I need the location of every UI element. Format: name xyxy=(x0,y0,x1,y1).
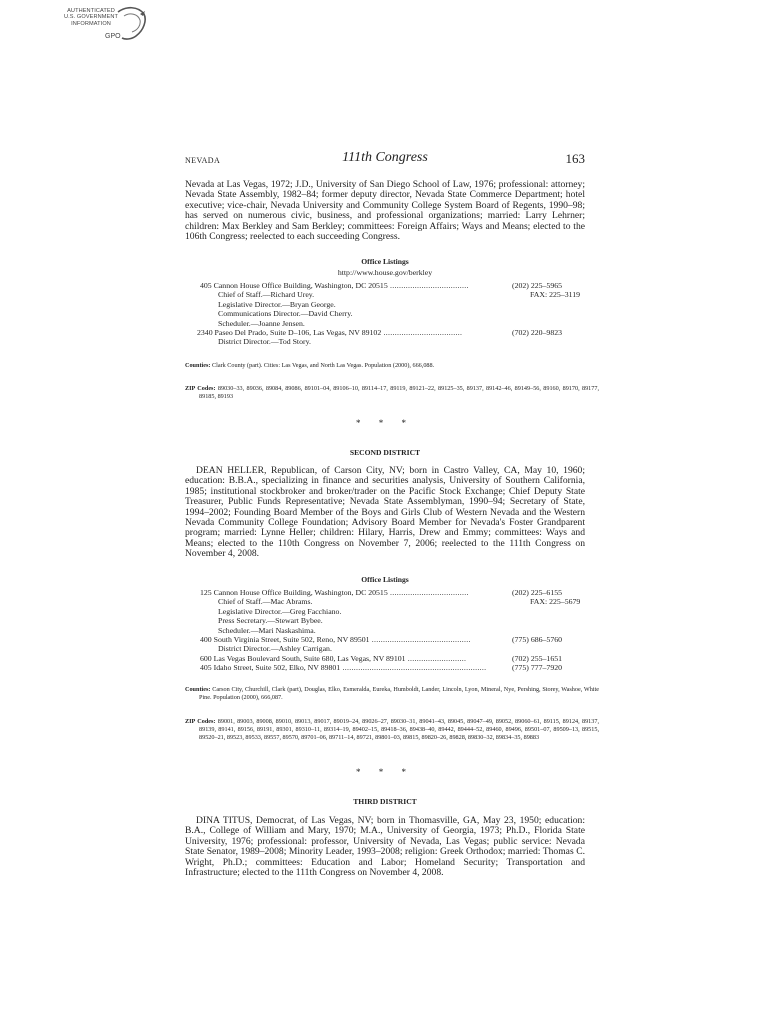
staff-entry: Communications Director.—David Cherry. xyxy=(218,309,353,319)
office-address-row xyxy=(200,281,585,290)
office-staff-row xyxy=(200,337,585,346)
zip-codes-block xyxy=(185,718,599,743)
office-staff-row xyxy=(200,644,585,653)
zip-text: 89001, 89003, 89008, 89010, 89013, 89017, 89019–24, 89026–27, 89030–31, 89041–43, 89045, 89047–49, 89052, 89060–61, 89115, 89124, 89137, 89139, 89141, 89156, 89191, 89301, 89310–11, 89314–19, 89402–15, 89418–36, 89438–40, 89442, 89444–52, 89460, 89496, 89501–07, 89509–13, 89515, 89520–21, 89523, 89533, 89557, 89570, 89701–06, 89711–14, 89721, 89801–03, 89815, 89820–26, 89828, 89830–32, 89834–35, 89883 xyxy=(199,718,599,742)
office-listings-heading: Office Listings xyxy=(361,575,409,584)
staff-entry: Press Secretary.—Stewart Bybee. xyxy=(218,616,323,626)
section-separator: * * * xyxy=(356,767,414,777)
office-fax: FAX: 225–3119 xyxy=(530,290,581,300)
office-address-row xyxy=(200,663,585,672)
staff-entry: District Director.—Tod Story. xyxy=(218,337,311,347)
member-website-link[interactable]: http://www.house.gov/berkley xyxy=(337,268,433,277)
office-address-row xyxy=(200,588,585,597)
staff-entry: Legislative Director.—Greg Facchiano. xyxy=(218,606,342,616)
member-bio xyxy=(185,816,585,878)
office-staff-row xyxy=(200,626,585,635)
running-head-state: NEVADA xyxy=(185,156,221,165)
leader-dots: .......................... xyxy=(405,653,467,663)
zip-text: 89030–33, 89036, 89084, 89086, 89101–04, 89106–10, 89114–17, 89119, 89121–22, 89125–35, 89137, 89142–46, 89149–56, 89160, 89170, 89177, 89185, 89193 xyxy=(199,385,599,401)
seal-gpo: GPO xyxy=(105,33,121,40)
leader-dots: ................................................................ xyxy=(340,663,487,673)
eagle-icon xyxy=(114,6,148,46)
office-listings xyxy=(197,281,585,347)
staff-entry: Scheduler.—Mari Naskashima. xyxy=(218,625,316,635)
office-staff-row xyxy=(200,597,585,606)
office-address-row xyxy=(197,328,585,337)
office-address: 405 Idaho Street, Suite 502, Elko, NV 89801 xyxy=(200,663,341,673)
office-fax: FAX: 225–5679 xyxy=(530,597,581,607)
zip-label: ZIP Codes: xyxy=(185,718,216,725)
office-staff-row xyxy=(200,607,585,616)
counties-label: Counties: xyxy=(185,362,211,369)
leader-dots: ............................................ xyxy=(369,634,471,644)
office-phone: (702) 220–9823 xyxy=(512,327,563,337)
office-address: 2340 Paseo Del Prado, Suite D–106, Las Vegas, NV 89102 xyxy=(197,327,382,337)
zip-label: ZIP Codes: xyxy=(185,385,216,392)
gpo-authentication-seal xyxy=(58,6,158,50)
member-bio: Nevada at Las Vegas, 1972; J.D., University of San Diego School of Law, 1976; professional: attorney; Nevada State Assembly, 1982–84; former deputy director, Nevada State Commerce Department; hotel executive; vice-chair, Nevada University and Community College System Board of Regents, 1990–98; has served on numerous civic, business, and professional organizations; married: Larry Lehrner; children: Max Berkley and Sam Berkley; committees: Foreign Affairs; Ways and Means; elected to the 106th Congress; reelected to each succeeding Congress. xyxy=(185,179,585,243)
staff-entry: Chief of Staff.—Richard Urey. xyxy=(218,290,315,300)
leader-dots: ................................... xyxy=(387,281,469,290)
counties-label: Counties: xyxy=(185,686,211,693)
seal-line-2: U.S. GOVERNMENT xyxy=(63,14,119,21)
office-phone: (775) 686–5760 xyxy=(512,634,563,644)
district-heading: SECOND DISTRICT xyxy=(349,448,421,457)
office-address-row xyxy=(200,654,585,663)
office-address: 125 Cannon House Office Building, Washington, DC 20515 xyxy=(200,588,388,597)
leader-dots: ................................... xyxy=(387,588,469,597)
office-phone: (202) 225–5965 xyxy=(512,281,563,290)
office-phone: (775) 777–7920 xyxy=(512,663,563,673)
office-listings xyxy=(200,588,585,673)
office-staff-row xyxy=(200,319,585,328)
section-separator: * * * xyxy=(356,418,414,428)
counties-text: Carson City, Churchill, Clark (part), Douglas, Elko, Esmeralda, Eureka, Humboldt, Lander, Lincoln, Lyon, Mineral, Nye, Pershing, Storey, Washoe, White Pine. Population (2000), 666,087. xyxy=(199,686,599,702)
office-staff-row xyxy=(200,616,585,625)
staff-entry: Legislative Director.—Bryan George. xyxy=(218,299,336,309)
zip-codes-block xyxy=(185,385,599,401)
office-address: 405 Cannon House Office Building, Washington, DC 20515 xyxy=(200,281,388,290)
leader-dots: ................................... xyxy=(381,327,463,337)
member-bio-text: DEAN HELLER, Republican, of Carson City, NV; born in Castro Valley, CA, May 10, 1960; education: B.B.A., specializing in finance and securities analysis, University of Southern California, 1985; institutional stockbroker and broker/trader on the Pacific Stock Exchange; Chief Deputy State Treasurer, Public Funds Representative; Nevada State Assemblyman, 1990–94; Secretary of State, 1994–2002; Founding Board Member of the Boys and Girls Club of Western Nevada and the Western Nevada Community College Foundation; Advisory Board Member for Nevada's Foster Grandparent program; married: Lynne Heller; children: Hilary, Harris, Drew and Emmy; committees: Ways and Means; elected to the 110th Congress on November 7, 2006; reelected to the 111th Congress on November 4, 2008. xyxy=(185,465,585,560)
district-heading: THIRD DISTRICT xyxy=(353,797,417,806)
office-staff-row xyxy=(200,300,585,309)
running-head xyxy=(185,150,585,170)
member-bio-text: DINA TITUS, Democrat, of Las Vegas, NV; born in Thomasville, GA, May 23, 1950; education: B.A., College of William and Mary, 1970; M.A., University of Georgia, 1973; Ph.D., Florida State University, 1976; professional: professor, University of Nevada, Las Vegas; public service: Nevada State Senator, 1989–2008; Minority Leader, 1993–2008; religion: Greek Orthodox; married: Thomas C. Wright, Ph.D.; committees: Education and Labor; Homeland Security; Transportation and Infrastructure; elected to the 111th Congress on November 4, 2008. xyxy=(185,815,585,879)
office-phone: (202) 225–6155 xyxy=(512,588,563,597)
counties-line xyxy=(185,686,599,702)
office-staff-row xyxy=(200,309,585,318)
seal-line-3: INFORMATION xyxy=(71,20,111,27)
seal-line-1: AUTHENTICATED xyxy=(67,8,115,14)
office-address: 400 South Virginia Street, Suite 502, Reno, NV 89501 xyxy=(200,634,370,644)
office-address: 600 Las Vegas Boulevard South, Suite 680, Las Vegas, NV 89101 xyxy=(200,653,406,663)
counties-line xyxy=(185,362,599,370)
office-phone: (702) 255–1651 xyxy=(512,653,563,663)
office-address-row xyxy=(200,635,585,644)
staff-entry: District Director.—Ashley Carrigan. xyxy=(218,644,332,654)
page-number: 163 xyxy=(565,151,585,166)
office-listings-heading: Office Listings xyxy=(361,257,409,266)
running-head-title: 111th Congress xyxy=(342,150,428,165)
staff-entry: Chief of Staff.—Mac Abrams. xyxy=(218,597,313,607)
staff-entry: Scheduler.—Joanne Jensen. xyxy=(218,318,305,328)
office-staff-row xyxy=(200,290,585,299)
member-bio xyxy=(185,466,585,560)
counties-text: Clark County (part). Cities: Las Vegas, and North Las Vegas. Population (2000), 666,088. xyxy=(212,362,435,369)
